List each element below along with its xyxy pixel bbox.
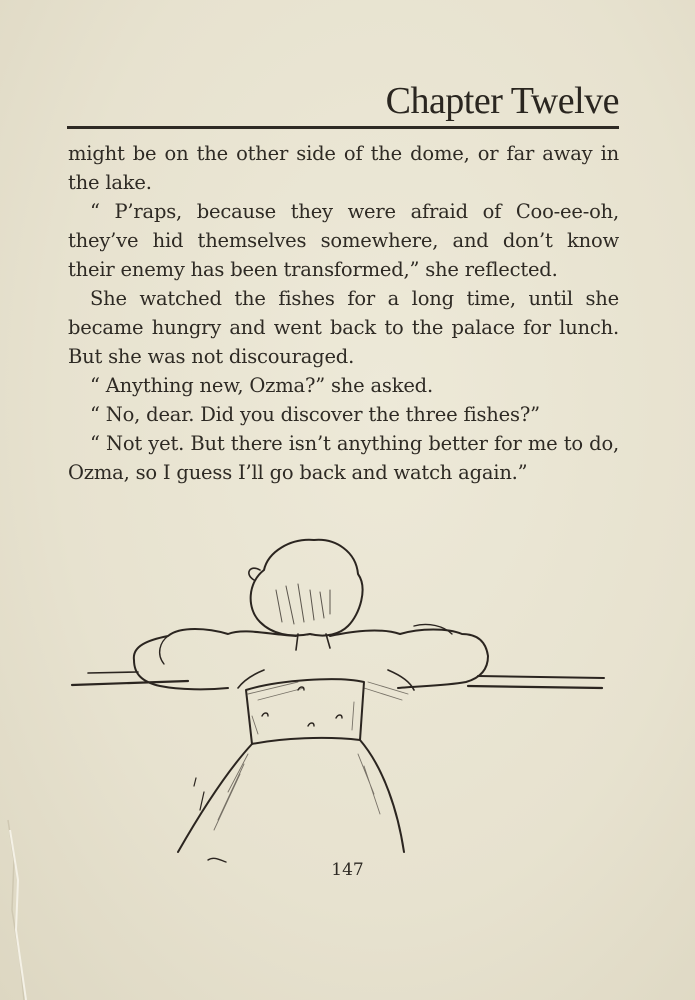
body-text	[68, 139, 619, 487]
girl-at-railing-illustration	[68, 530, 608, 870]
page-tear-mark	[0, 800, 60, 1000]
paragraph: “ P’raps, because they were afraid of Coo-ee-oh, they’ve hid themselves somewhere, and don’t know their enemy has been transformed,” she reflected.	[68, 200, 619, 281]
paragraph: She watched the fishes for a long time, until she became hungry and went back to the palace for lunch. But she was not discouraged.	[68, 287, 619, 368]
paragraph: might be on the other side of the dome, or far away in the lake.	[68, 142, 619, 194]
paragraph: “ Anything new, Ozma?” she asked.	[90, 374, 433, 397]
chapter-title: Chapter Twelve	[385, 80, 619, 122]
paragraph: “ Not yet. But there isn’t anything better for me to do, Ozma, so I guess I’ll go back and watch again.”	[68, 432, 619, 484]
page-number: 147	[331, 860, 364, 880]
running-header	[67, 78, 619, 129]
paragraph: “ No, dear. Did you discover the three fishes?”	[90, 403, 540, 426]
